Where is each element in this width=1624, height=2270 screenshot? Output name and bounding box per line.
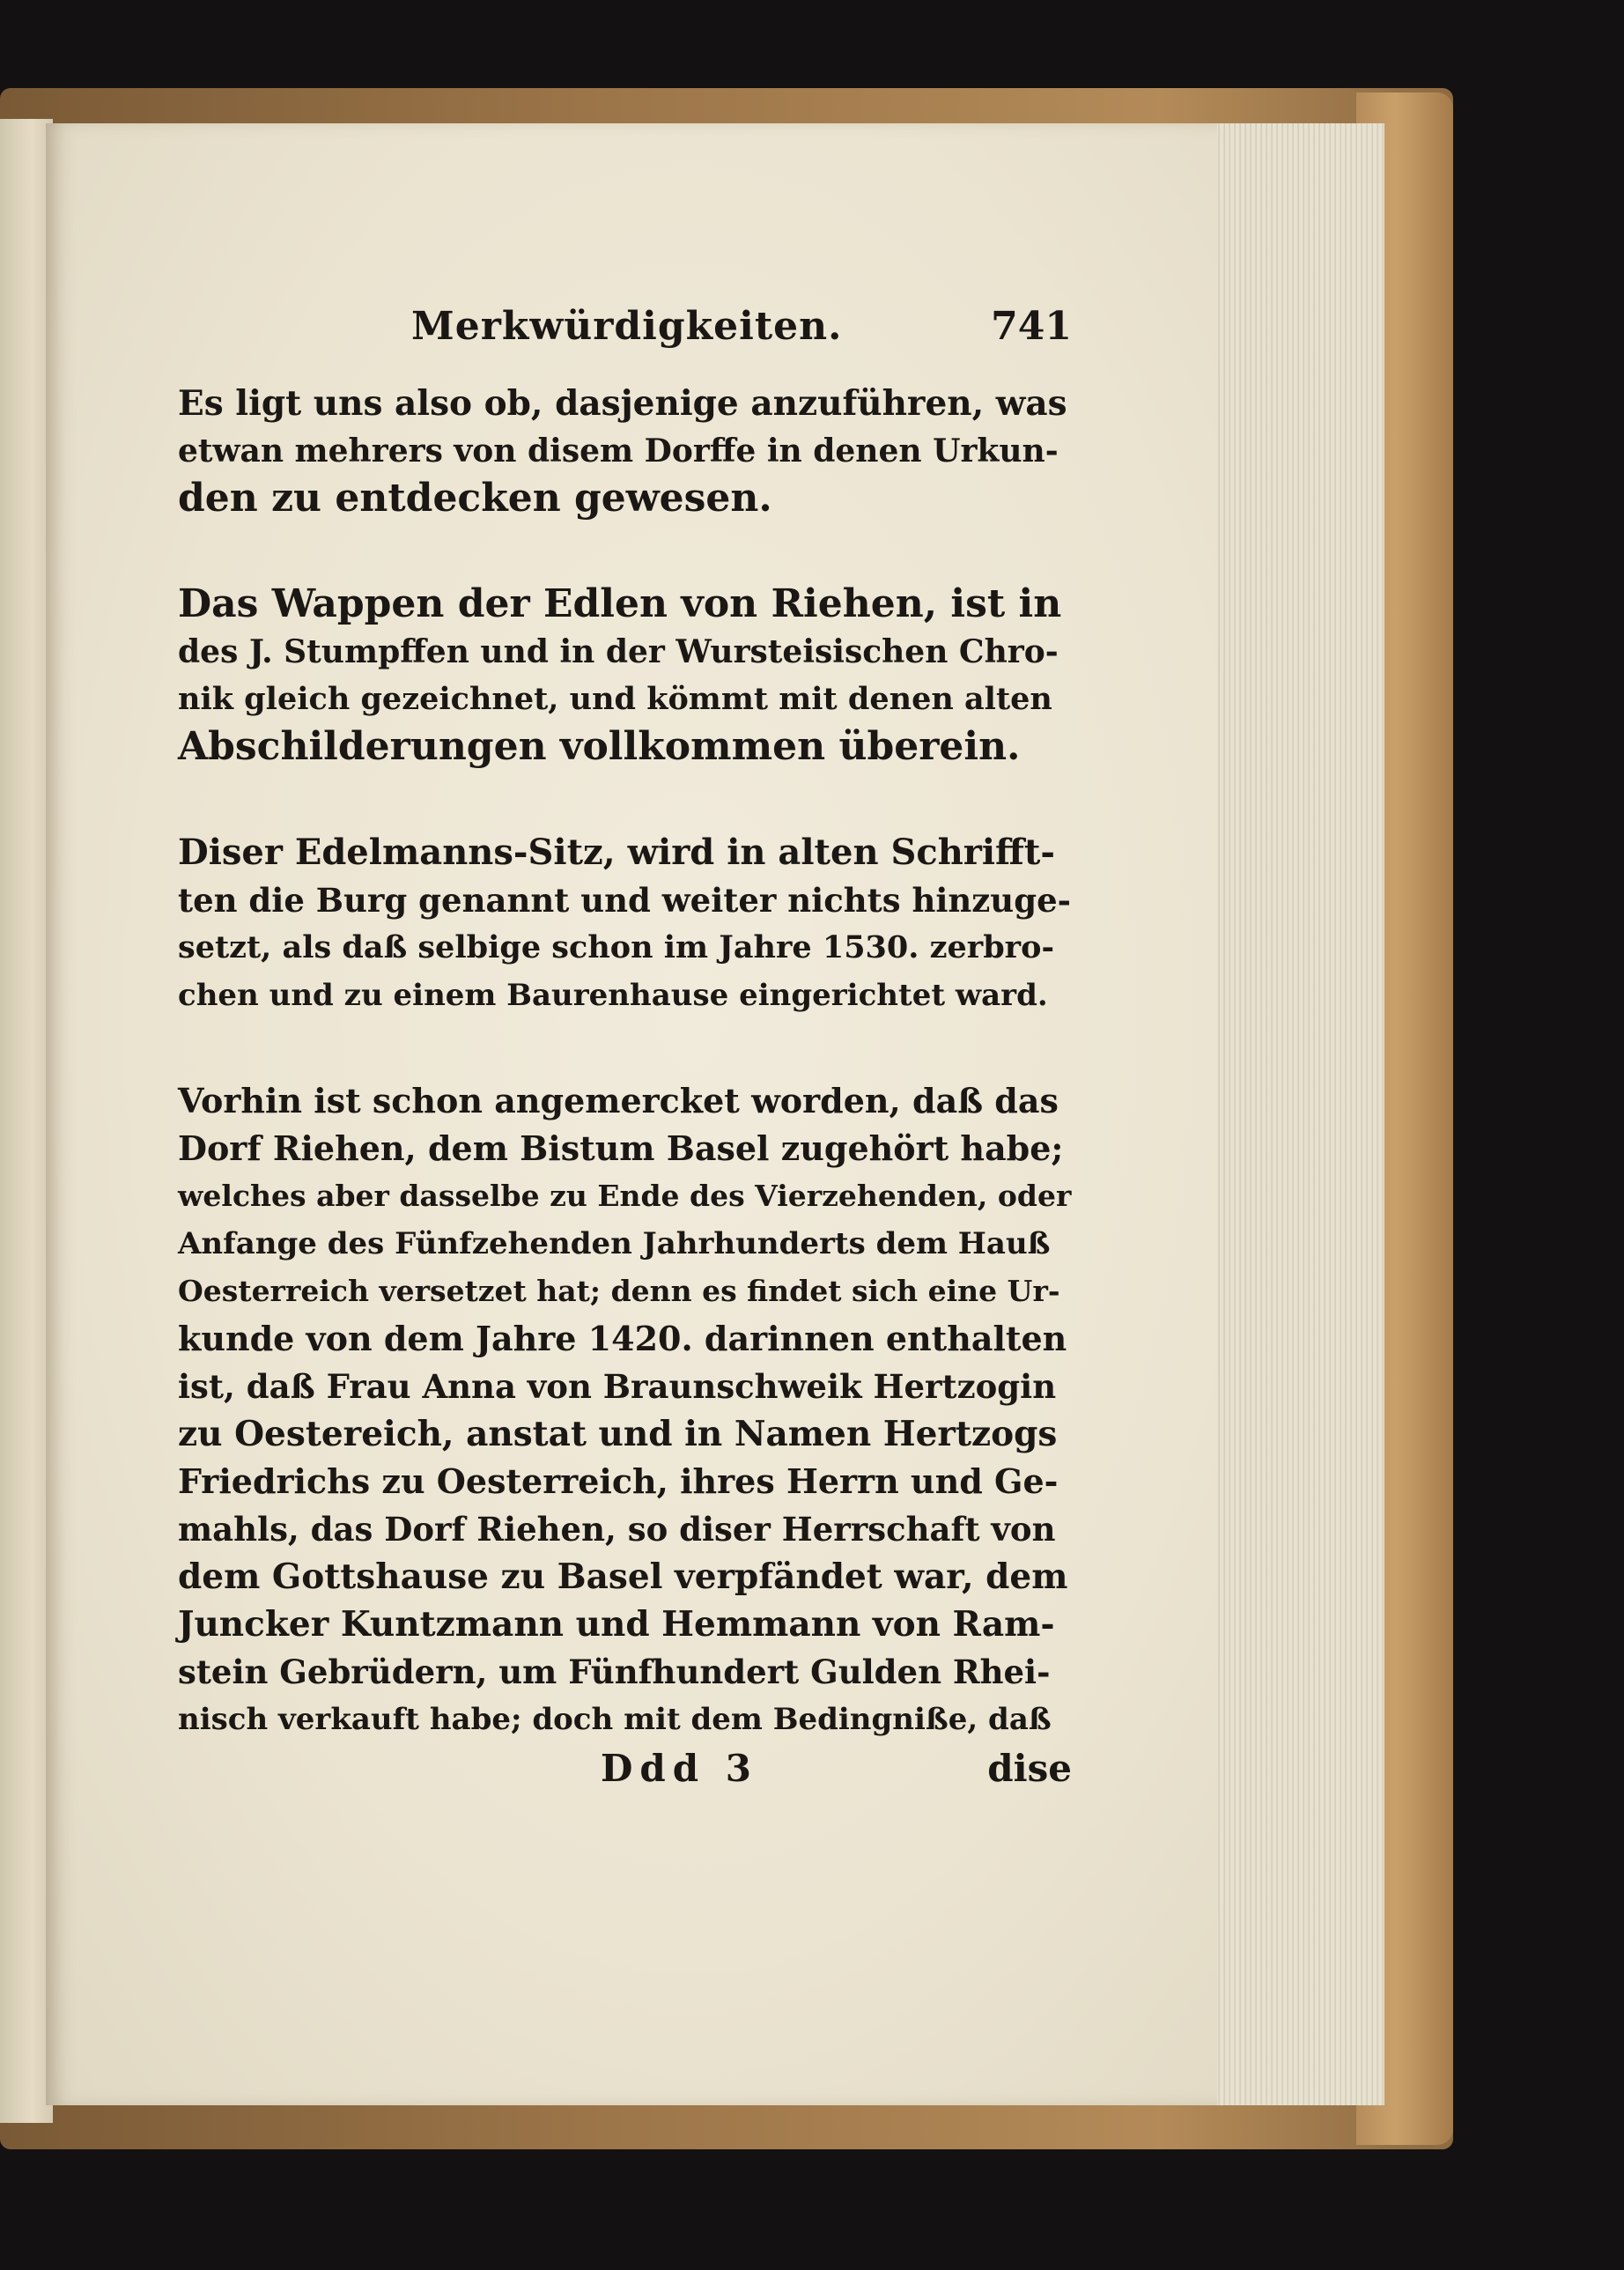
text-line: zu Oestereich, anstat und in Namen Hertzogs [178,1414,1058,1454]
text-line: etwan mehrers von disem Dorffe in denen Urkun- [178,433,1059,470]
text-line: Es ligt uns also ob, dasjenige anzuführen, was [178,383,1067,424]
page-header [178,304,1072,380]
text-line: Oesterreich versetzet hat; denn es findet sich eine Ur- [178,1274,1060,1308]
text-line: welches aber dasselbe zu Ende des Vierzehenden, oder [178,1179,1072,1213]
text-line: des J. Stumpffen und in der Wursteisischen Chro- [178,633,1059,670]
page-block-edges [1198,123,1384,2105]
text-line: Dorf Riehen, dem Bistum Basel zugehört habe; [178,1128,1064,1168]
page-footer [178,1747,1072,1800]
text-line: chen und zu einem Baurenhause eingerichtet ward. [178,978,1048,1013]
text-line: nik gleich gezeichnet, und kömmt mit denen alten [178,681,1052,717]
text-line: den zu entdecken gewesen. [178,476,772,521]
signature-mark: Ddd 3 [601,1747,759,1790]
text-line: nisch verkauft habe; doch mit dem Bedingniße, daß [178,1702,1052,1737]
paragraph-1 [178,380,1072,522]
text-line: Juncker Kuntzmann und Hemmann von Ram- [178,1604,1055,1645]
facing-page-edge [0,119,53,2123]
text-line: Das Wappen der Edlen von Riehen, ist in [178,581,1062,626]
paragraph-4 [178,1077,1072,1743]
page-number: 741 [991,304,1072,349]
running-title: Merkwürdigkeiten. [411,304,843,349]
text-line: Friedrichs zu Oesterreich, ihres Herrn und Ge- [178,1461,1059,1501]
text-line: setzt, als daß selbige schon im Jahre 1530. zerbro- [178,929,1054,965]
text-line: Vorhin ist schon angemercket worden, daß das [178,1081,1059,1120]
text-line: mahls, das Dorf Riehen, so diser Herrschaft von [178,1510,1056,1549]
text-line: Anfange des Fünfzehenden Jahrhunderts dem Hauß [178,1226,1051,1261]
text-line: Diser Edelmanns-Sitz, wird in alten Schrifft- [178,832,1055,873]
catchword: dise [987,1747,1072,1790]
text-line: ten die Burg genannt und weiter nichts hinzuge- [178,881,1071,920]
text-line: stein Gebrüdern, um Fünfhundert Gulden Rhei- [178,1653,1051,1691]
text-line: Abschilderungen vollkommen überein. [178,724,1021,769]
text-line: ist, daß Frau Anna von Braunschweik Hertzogin [178,1367,1057,1406]
paragraph-3 [178,829,1072,1019]
paragraph-2 [178,580,1072,771]
text-line: kunde von dem Jahre 1420. darinnen enthalten [178,1319,1067,1358]
text-line: dem Gottshause zu Basel verpfändet war, dem [178,1556,1068,1597]
book-page [46,123,1217,2105]
page-text-block [178,304,1072,1800]
